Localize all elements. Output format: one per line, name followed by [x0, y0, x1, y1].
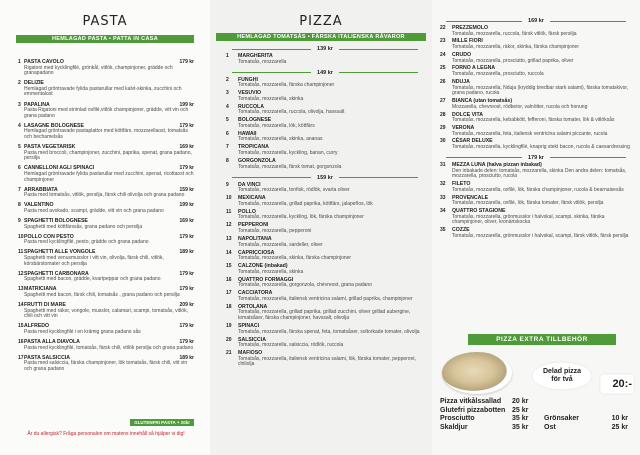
extra-price: 10 kr — [611, 415, 628, 423]
item-number: 8 — [226, 158, 229, 165]
menu-item — [226, 278, 424, 289]
item-name: PEPPERONI — [238, 222, 269, 229]
item-number: 16 — [18, 339, 24, 346]
item-number: 35 — [440, 227, 446, 234]
divider-line — [550, 157, 626, 158]
item-description: Tomatsås, mozzarella, färsk tomat, gorgonzola — [238, 163, 342, 170]
menu-item — [226, 305, 424, 322]
item-number: 6 — [18, 165, 21, 172]
price-group-label: 179 kr — [528, 154, 544, 161]
item-description: Tomatsås, mozzarella, italiensk ventricina salami, lök, färska tomater, pepperoni, chiliolja — [238, 355, 416, 368]
menu-item — [18, 81, 194, 98]
extra-price: 25 kr — [512, 406, 529, 414]
item-description: Tomatsås, mozzarella, skinka — [238, 95, 304, 102]
item-number: 2 — [226, 76, 229, 83]
item-name: NAPOLITANA — [238, 235, 272, 242]
menu-item — [440, 66, 632, 77]
menu-item — [440, 113, 632, 124]
menu-item — [226, 105, 424, 116]
item-number: 13 — [18, 286, 24, 293]
item-price: 199 kr — [179, 202, 194, 209]
menu-item — [226, 210, 424, 221]
item-description: Tomatsås, mozzarella, feta, italiensk ventricina salami piccante, rucola — [452, 130, 608, 137]
item-number: 2 — [18, 80, 21, 87]
extra-banner: PIZZA EXTRA TILLBEHÖR — [468, 334, 616, 345]
allergy-note: Är du allergisk? Fråga personalen om matens innehåll så hjälper vi dig! — [27, 431, 185, 437]
menu-item — [18, 219, 194, 230]
item-price: 179 kr — [179, 339, 194, 346]
menu-item — [440, 26, 632, 37]
item-number: 13 — [226, 235, 232, 242]
menu-item — [18, 356, 194, 373]
item-price: 179 kr — [179, 122, 194, 129]
menu-item — [18, 60, 194, 77]
menu-item — [18, 303, 194, 320]
item-name: MEXICANA — [238, 195, 266, 202]
menu-item — [440, 99, 632, 110]
item-description: Pasta Rigatoni med strimlad oxfilé,vitlök champinjoner, grädde, vitt vin och grana padano — [24, 107, 189, 119]
menu-item — [440, 126, 632, 137]
item-name: CAPRICCIOSA — [238, 249, 275, 256]
price-group-label: 169 kr — [528, 18, 544, 24]
glutenfri-badge: GLUTENFRI PASTA + 20kr — [130, 419, 194, 426]
item-price: 179 kr — [179, 270, 194, 277]
item-description: Tomatsås, mozzarella, skinka — [238, 268, 304, 275]
item-description: Tomatsås, mozzarella, italiensk ventricina salami, grillad paprika, champinjoner — [238, 295, 413, 302]
divider-line — [232, 177, 311, 178]
extra-price: 35 kr — [512, 423, 529, 431]
item-description: Spaghetti med bacon, grädde, kvartpeppar och grana padano — [24, 276, 161, 283]
item-price: 189 kr — [179, 249, 194, 256]
item-description: Tomatsås, mozzarella, ruccola, olivolja, havssalt — [238, 109, 345, 116]
item-number: 25 — [440, 65, 446, 72]
menu-item — [18, 166, 194, 183]
item-name: SPAGHETTI ALLE VONGOLE — [24, 249, 96, 256]
item-name: LASAGNE BOLOGNESE — [24, 122, 84, 129]
item-description: Spaghetti med venusmusslor i vitt vin, olivolja, färsk chili, vitlök, körsbärstomater och persilja — [24, 255, 164, 267]
item-number: 20 — [226, 336, 232, 343]
item-number: 26 — [440, 78, 446, 85]
item-name: MAFIOSO — [238, 350, 263, 357]
price-group-label: 149 kr — [317, 69, 333, 76]
divider-line — [339, 72, 418, 73]
item-number: 9 — [18, 218, 21, 225]
menu-item — [18, 324, 194, 335]
item-number: 7 — [18, 186, 21, 193]
extra-name: Skaldjur — [440, 423, 468, 431]
item-name: MARGHERITA — [238, 53, 273, 59]
item-description: Tomatsås, mozzarella, grönmusslor i halvskal, scampi, skinka, färska champinjoner, oliver, kronärtskocka — [452, 213, 605, 226]
item-number: 15 — [226, 263, 232, 270]
item-name: TROPICANA — [238, 144, 269, 151]
item-number: 10 — [18, 233, 24, 240]
item-description: Tomatsås, mozzarella, kyckling, lök, färska champinjoner — [238, 214, 364, 221]
extra-name: Prosciutto — [440, 415, 475, 423]
item-name: ORTOLANA — [238, 303, 268, 310]
item-name: BIANCA (utan tomatsås) — [452, 98, 513, 105]
item-description: Pasta med salsiccia, färska champinjoner, lök tomatsås, färsk chili, vitt vin och grana padano — [24, 360, 188, 372]
item-description: Tomatsås, mozzarella, kycklingfilé, knaprig stekt bacon, rucola & caesardressing — [452, 144, 630, 151]
item-description: Tomatsås, mozzarella, färska champinjoner — [238, 82, 335, 89]
menu-item — [226, 264, 424, 275]
item-name: VESUVIO — [238, 90, 262, 97]
menu-item — [18, 203, 194, 214]
item-price: 179 kr — [179, 59, 194, 65]
menu-item — [226, 237, 424, 248]
item-description: Pasta med kycklingfilé i en krämig grana padano sås — [24, 328, 141, 335]
pasta-title: PASTA — [82, 14, 128, 29]
menu-item — [440, 196, 632, 207]
item-number: 3 — [226, 90, 229, 97]
pizza-column — [210, 0, 432, 455]
item-description: Tomatsås, mozzarella, sardeller, oliver — [238, 241, 323, 248]
divider-line — [232, 49, 311, 50]
item-number: 15 — [18, 323, 24, 330]
item-name: PASTA CAVOLO — [24, 59, 64, 65]
item-description: Pasta med broccoli, champinjoner, zucchini, paprika, spenat, grana padano, persilja — [24, 149, 192, 162]
price-group-label: 159 kr — [317, 174, 333, 181]
item-number: 9 — [226, 181, 229, 188]
item-name: COZZE — [452, 227, 470, 234]
item-description: Tomatsås, mozzarella, gorgonzola, chèvreost, grana padano — [238, 282, 372, 289]
divider-line — [339, 177, 418, 178]
item-number: 1 — [226, 53, 229, 59]
menu-item — [226, 78, 424, 89]
item-name: MATRICIANA — [24, 286, 57, 293]
item-number: 31 — [440, 161, 446, 168]
item-name: CALZONE (inbakad) — [238, 263, 288, 270]
extra-price: 25 kr — [611, 423, 628, 431]
pasta-list — [18, 60, 194, 377]
item-description: Tomatsås, mozzarella, Nduja (kryddig bredbar stark salami), färska tomatskivor, grana padano, rucola — [452, 84, 629, 97]
badge-text: Delad pizza för två — [542, 368, 582, 383]
item-name: SPAGHETTI CARBONARA — [24, 270, 89, 277]
item-name: MILLE FIORI — [452, 38, 483, 45]
menu-item — [226, 54, 424, 65]
item-number: 3 — [18, 101, 21, 108]
item-description: Tomatsås, mozzarella, pepperoni — [238, 227, 312, 234]
item-description: Tomatsås, mozzarella, oxfilé, lök, färska champinjoner, rucola & bearnaisesås — [452, 186, 624, 193]
item-number: 6 — [226, 130, 229, 137]
item-name: DA VINCI — [238, 181, 261, 188]
item-price: 179 kr — [179, 286, 194, 293]
item-number: 10 — [226, 195, 232, 202]
item-description: Tomatsås, mozzarella, ruccola, färsk vitlök, färsk persilja — [452, 30, 577, 37]
item-number: 14 — [226, 249, 232, 256]
item-name: PASTA VEGETARISK — [24, 144, 76, 151]
item-description: Tomatsås, mozzarella, skinka, färska champinjoner — [238, 255, 352, 262]
menu-item — [226, 291, 424, 302]
menu-item — [226, 118, 424, 129]
item-number: 21 — [226, 350, 232, 357]
menu-item — [18, 188, 194, 199]
menu-item — [226, 159, 424, 170]
pizza-banner: HEMLAGAD TOMATSÅS • FÄRSKA ITALIENSKA RÅVAROR — [216, 33, 426, 41]
menu-item — [440, 182, 632, 193]
item-number: 18 — [226, 303, 232, 310]
item-description: Tomatsås, mozzarella — [238, 58, 287, 65]
item-name: POLLO — [238, 208, 256, 215]
item-description: Tomatsås, mozzarella, färska spenat, feta, tomatsåser, soltorkade tomater, olivolja — [238, 328, 420, 335]
menu-item — [18, 287, 194, 298]
item-name: PASTA ALLA DIAVOLA — [24, 339, 80, 346]
menu-item — [440, 139, 632, 150]
item-number: 4 — [18, 122, 21, 129]
extra-name: Glutefri pizzabotten — [440, 406, 506, 414]
item-number: 28 — [440, 111, 446, 118]
item-name: RUCCOLA — [238, 103, 264, 110]
item-description: Pasta med kycklingfilé, tomatsås, färsk chili, vitlök persilja och grana padano — [24, 344, 194, 351]
item-description: Tomatsås, mozzarella, skinka, ananas — [238, 136, 323, 143]
price-group-label: 139 kr — [317, 46, 333, 52]
item-description: Den inbakade delen: tomatsås, mozzarella, skinka Den andra delen: tomatsås, mozzarella, prosciutto, rucola — [452, 167, 627, 180]
item-name: PASTA SALSICCIA — [24, 354, 71, 361]
menu-item — [18, 103, 194, 120]
extra-row — [440, 398, 632, 407]
item-name: ALFREDO — [24, 323, 50, 330]
item-description: Hemlagad gröntravade fylida pastarullar med kalvt-skinka, zucchini och emmentalost — [24, 85, 182, 98]
item-name: SALSICCIA — [238, 336, 266, 343]
pasta-banner: HEMLAGAD PASTA • PATTA IN CASA — [16, 35, 194, 43]
item-description: Pasta med kycklingfilé, pesto, grädde och grana padano — [24, 239, 149, 246]
item-number: 30 — [440, 138, 446, 145]
item-number: 8 — [18, 202, 21, 209]
item-name: FRUTTI DI MARE — [24, 302, 66, 309]
menu-item — [440, 209, 632, 226]
item-name: CÉSAR DELUXE — [452, 138, 493, 145]
item-number: 14 — [18, 302, 24, 309]
item-name: PAPALINA — [24, 101, 50, 108]
extra-name: Grönsaker — [544, 415, 580, 423]
item-number: 12 — [18, 270, 24, 277]
item-number: 33 — [440, 194, 446, 201]
item-description: Tomatsås, mozzarella, kebabkött, fefferoni, färska tomater, lök & vitlöksås — [452, 117, 615, 124]
item-price: 199 kr — [179, 101, 194, 108]
divider-line — [232, 72, 311, 73]
item-name: DELIZIE — [24, 80, 44, 87]
menu-item — [18, 250, 194, 267]
extra-name: Pizza vitkålssallad — [440, 398, 502, 405]
menu-item — [440, 53, 632, 64]
menu-item — [226, 223, 424, 234]
extra-row — [440, 415, 632, 424]
item-name: VALENTINO — [24, 202, 54, 209]
menu-item — [226, 91, 424, 102]
item-description: Tomatsås, mozzarella, prosciutto, ruccola — [452, 71, 544, 78]
item-name: FUNGHI — [238, 76, 258, 83]
item-number: 27 — [440, 98, 446, 105]
item-number: 4 — [226, 103, 229, 110]
pizza-title: PIZZA — [299, 14, 343, 29]
divider-line — [446, 157, 522, 158]
item-description: Spaghetti med bacon, färsk chili, tomatsås , grana padano och persilja — [24, 292, 180, 298]
item-number: 7 — [226, 144, 229, 151]
item-name: QUATTRO STAGIONE — [452, 208, 506, 214]
item-number: 17 — [18, 354, 24, 361]
pasta-column — [0, 0, 210, 455]
divider-line — [446, 21, 522, 22]
item-description: Pasta med tomatsås, vitlök, persilja, färsk chili olivolja och grana padano — [24, 192, 185, 199]
menu-item — [18, 124, 194, 141]
item-number: 11 — [18, 249, 24, 256]
menu-item — [226, 145, 424, 156]
item-price: 169 kr — [179, 218, 194, 225]
menu-item — [440, 163, 632, 180]
item-description: Tomatsås, mozzarella, kyckling, banan, curry — [238, 150, 338, 157]
item-name: GORGONZOLA — [238, 158, 276, 165]
salad-plate-image — [442, 352, 512, 394]
item-price: 179 kr — [179, 165, 194, 172]
item-description: Tomatsås, mozzarella, grönmusslor i halvskal, scampi, färsk vitlök, färsk persilja — [452, 232, 629, 239]
item-description: Tomatsås, mozzarella, prosciutto, grillad paprika, oliver — [452, 57, 574, 64]
item-name: DOLCE VITA — [452, 111, 484, 118]
item-name: PREZZEMOLO — [452, 25, 489, 31]
item-description: Hemlagad gröntravade fylida pastarullar med zucchini, spenat, ricottaost och champinjoner — [24, 171, 194, 183]
menu-item — [226, 351, 424, 368]
item-number: 17 — [226, 290, 232, 297]
menu-item — [440, 80, 632, 97]
item-name: SPAGHETTI BOLOGNESE — [24, 218, 88, 225]
item-description: Hemlagad gröntravade pastaplattor med köttfärs, mozzarellaost, tomatsås och bechamelsås — [24, 128, 188, 141]
item-description: Spaghetti med räkor, vongole, musslor, calamari, scampi, tomatsås, vitlök, chili och vitt vin — [24, 307, 188, 320]
item-number: 11 — [226, 208, 232, 215]
menu-item — [440, 228, 632, 239]
item-description: Tomatsås, mozzarella, tonfisk, rödlök, svarta oliver — [238, 187, 350, 194]
item-name: FILETO — [452, 181, 471, 188]
menu-item — [226, 183, 424, 194]
menu-item — [18, 272, 194, 283]
divider-line — [550, 21, 626, 22]
item-name: VERONA — [452, 124, 475, 131]
extra-row — [440, 407, 632, 416]
item-name: CRUDO — [452, 51, 472, 58]
item-name: NDUJA — [452, 78, 470, 85]
menu-item — [18, 145, 194, 162]
item-price: 209 kr — [179, 302, 194, 309]
item-name: BOLOGNESE — [238, 117, 272, 124]
item-description: Tomatsås, mozzarella, räkor, skinka, färska champinjoner — [452, 44, 579, 51]
item-price: 179 kr — [179, 323, 194, 330]
pizza-column-right — [432, 0, 640, 455]
item-description: Tomatsås, mozzarella, salsiccia, rödlök, ruccola — [238, 342, 344, 349]
menu-item — [226, 324, 424, 335]
menu-item — [440, 39, 632, 50]
item-number: 23 — [440, 38, 446, 45]
menu-item — [226, 132, 424, 143]
item-number: 5 — [18, 144, 21, 151]
item-name: SPINACI — [238, 323, 260, 329]
item-number: 24 — [440, 51, 446, 58]
item-name: QUATTRO FORMAGGI — [238, 276, 294, 283]
item-description: Spaghetti med köttfärssås, grana padano och persilja — [24, 223, 143, 230]
menu-item — [18, 340, 194, 351]
item-name: CACCIATORA — [238, 290, 273, 297]
extra-name: Ost — [544, 423, 556, 431]
item-description: Tomatsås, mozzarella, grillad paprika, grillad zucchini, oliver grillad aubergine, tomatsåser, färska champinjoner, havssalt, olivolja — [238, 309, 411, 322]
badge-price: 20:- — [612, 378, 632, 390]
divider-line — [339, 49, 418, 50]
pizza-list — [226, 44, 424, 370]
item-name: FORNO A LEGNA — [452, 65, 496, 72]
item-description: Rigatoni med kycklingfilé, grönkål, vitlök, champinjoner, grädde och granapadano — [24, 64, 173, 77]
item-number: 19 — [226, 323, 232, 329]
extra-price: 20 kr — [512, 398, 529, 405]
pizza-list-right — [440, 16, 632, 242]
item-name: HAWAII — [238, 130, 257, 137]
item-number: 1 — [18, 59, 21, 65]
menu-item — [226, 338, 424, 349]
item-description: Tomatsås, mozzarella, oxfilé, lök, färska tomater, färsk vitlök, persilja — [452, 200, 604, 207]
menu-item — [226, 251, 424, 262]
item-name: CANNELLONI AGLI SPINACI — [24, 165, 95, 172]
item-name: POLLO CON PESTO — [24, 233, 74, 240]
item-number: 34 — [440, 208, 446, 214]
menu-item — [226, 196, 424, 207]
extra-price: 35 kr — [512, 415, 529, 423]
item-number: 22 — [440, 25, 446, 31]
item-description: Tomatsås, mozzarella, grillad paprika, köttfärs, jalapeños, lök — [238, 200, 373, 207]
item-number: 16 — [226, 276, 232, 283]
item-number: 12 — [226, 222, 232, 229]
item-description: Pasta med avokado, scampi, grädde, vitt vin och grana padano — [24, 207, 164, 214]
item-number: 32 — [440, 181, 446, 188]
item-name: MEZZA LUNA (halva pizzan inbakad) — [452, 161, 542, 168]
menu-item — [18, 235, 194, 246]
extra-row — [440, 424, 632, 433]
extras-list — [440, 398, 632, 432]
item-description: Mozzarella, chevreost, rödbetor, valnötter, rucola och honung — [452, 103, 588, 110]
item-description: Tomatsås, mozzarella, lök, köttfärs — [238, 122, 315, 129]
item-price: 189 kr — [179, 354, 194, 361]
item-price: 169 kr — [179, 144, 194, 151]
item-price: 179 kr — [179, 233, 194, 240]
item-number: 29 — [440, 124, 446, 131]
item-name: ARRABBIATA — [24, 186, 58, 193]
item-price: 159 kr — [179, 186, 194, 193]
item-name: PROVENCALE — [452, 194, 489, 201]
shared-pizza-badge — [524, 358, 638, 400]
item-number: 5 — [226, 117, 229, 124]
